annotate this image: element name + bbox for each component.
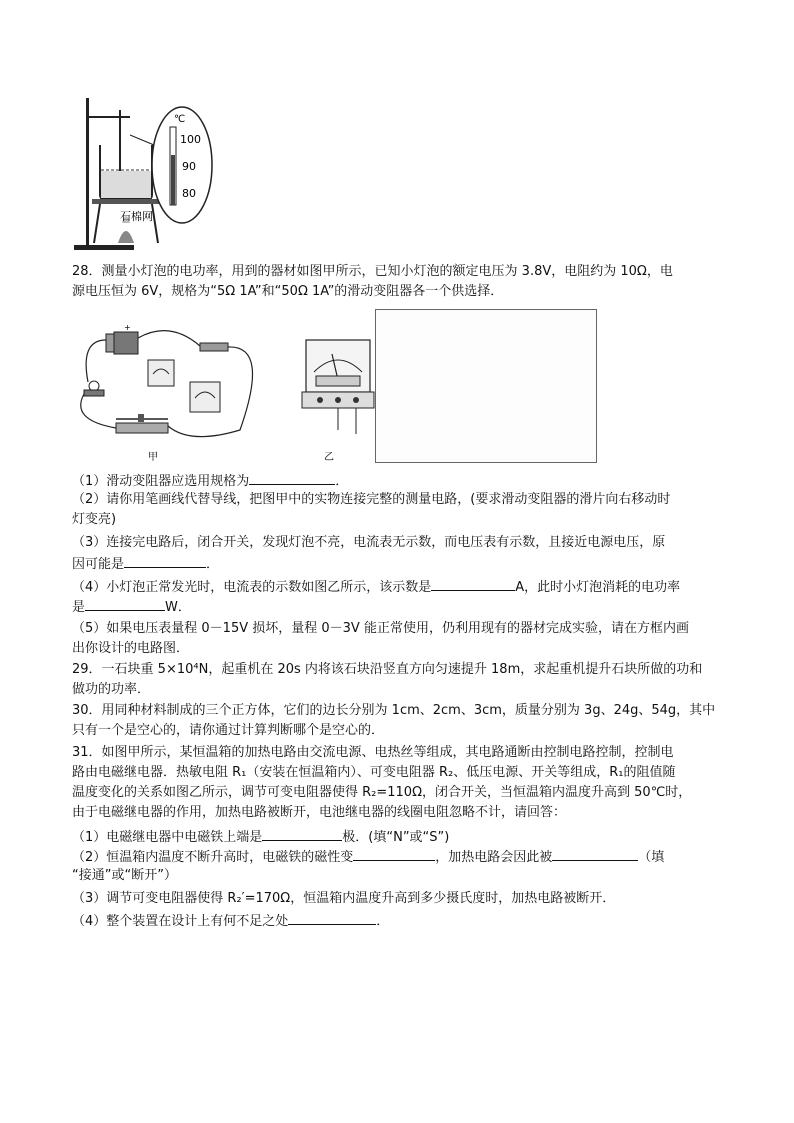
svg-text:+: + bbox=[124, 323, 131, 332]
q30-line2: 只有一个是空心的，请你通过计算判断哪个是空心的． bbox=[72, 723, 385, 738]
q28-p4-power-blank[interactable] bbox=[85, 596, 165, 611]
q28-p5a: （5）如果电压表量程 0－15V 损坏，量程 0－3V 能正常使用，仍利用现有的器材完成实验，请在方框内画 bbox=[72, 621, 689, 636]
tick-100: 100 bbox=[180, 133, 201, 146]
q28-line1: 28．测量小灯泡的电功率，用到的器材如图甲所示，已知小灯泡的额定电压为 3.8V，电阻约为 10Ω，电 bbox=[72, 264, 673, 279]
q28-p3a: （3）连接完电路后，闭合开关，发现灯泡不亮，电流表无示数，而电压表有示数，且接近电源电压，原 bbox=[72, 535, 666, 550]
q28-line2: 源电压恒为 6V，规格为“5Ω 1A”和“50Ω 1A”的滑动变阻器各一个供选择． bbox=[72, 284, 504, 299]
q31-line1: 31．如图甲所示，某恒温箱的加热电路由交流电源、电热丝等组成，其电路通断由控制电路控制，控制电 bbox=[72, 745, 674, 760]
tick-80: 80 bbox=[182, 187, 196, 200]
q28-p2b: 灯变亮) bbox=[72, 512, 117, 527]
q28-p4a: （4）小灯泡正常发光时，电流表的示数如图乙所示，该示数是 A，此时小灯泡消耗的电功率 bbox=[72, 576, 680, 598]
q29-line2: 做功的功率． bbox=[72, 682, 151, 697]
thermometer-unit: ℃ bbox=[174, 114, 186, 125]
q31-line3: 温度变化的关系如图乙所示，调节可变电阻器使得 R₂=110Ω，闭合开关，当恒温箱内温度升高到 50℃时， bbox=[72, 785, 692, 800]
q31-p4: （4）整个装置在设计上有何不足之处 ． bbox=[72, 910, 389, 932]
q28-p4b: 是 W． bbox=[72, 596, 191, 618]
q31-line2: 路由电磁继电器．热敏电阻 R₁（安装在恒温箱内）、可变电阻器 R₂、低压电源、开关等组成，R₁的阻值随 bbox=[72, 765, 676, 780]
q28-p5b: 出你设计的电路图． bbox=[72, 641, 190, 656]
q28-p3-blank[interactable] bbox=[124, 553, 206, 568]
q29-line1: 29．一石块重 5×10⁴N，起重机在 20s 内将该石块沿竖直方向匀速提升 18m，求起重机提升石块所做的功和 bbox=[72, 662, 703, 677]
q31-p1: （1）电磁继电器中电磁铁上端是 极．(填“N”或“S”) bbox=[72, 826, 449, 848]
heating-apparatus-figure bbox=[70, 95, 215, 255]
tick-90: 90 bbox=[182, 160, 196, 173]
q31-line4: 由于电磁继电器的作用，加热电路被断开，电池继电器的线圈电阻忽略不计，请回答： bbox=[72, 805, 567, 820]
q28-p1: （1）滑动变阻器应选用规格为 ． bbox=[72, 470, 348, 492]
q31-p1-blank[interactable] bbox=[262, 826, 342, 841]
q30-line1: 30．用同种材料制成的三个正方体，它们的边长分别为 1cm、2cm、3cm，质量分别为 3g、24g、54g，其中 bbox=[72, 703, 716, 718]
q28-p3b: 因可能是 ． bbox=[72, 553, 219, 575]
fig-yi-label: 乙 bbox=[324, 452, 334, 463]
gauze-label: 石棉网 bbox=[120, 210, 153, 223]
q28-p4-current-blank[interactable] bbox=[431, 576, 515, 591]
q28-p2a: （2）请你用笔画线代替导线，把图甲中的实物连接完整的测量电路，(要求滑动变阻器的滑片向右移动时 bbox=[72, 492, 671, 507]
fig-jia-label: 甲 bbox=[148, 452, 158, 463]
q31-p2-circuit-blank[interactable] bbox=[552, 846, 638, 861]
q31-p3: （3）调节可变电阻器使得 R₂′=170Ω，恒温箱内温度升高到多少摄氏度时，加热电路被断开． bbox=[72, 891, 616, 906]
q31-p2-magnetism-blank[interactable] bbox=[353, 846, 435, 861]
q31-p2b: “接通”或“断开”） bbox=[72, 868, 177, 883]
q31-p4-blank[interactable] bbox=[288, 910, 376, 925]
q31-p2a: （2）恒温箱内温度不断升高时，电磁铁的磁性变 ，加热电路会因此被 （填 bbox=[72, 846, 664, 868]
circuit-drawing-box[interactable] bbox=[375, 309, 597, 463]
q28-p1-blank[interactable] bbox=[249, 470, 335, 485]
